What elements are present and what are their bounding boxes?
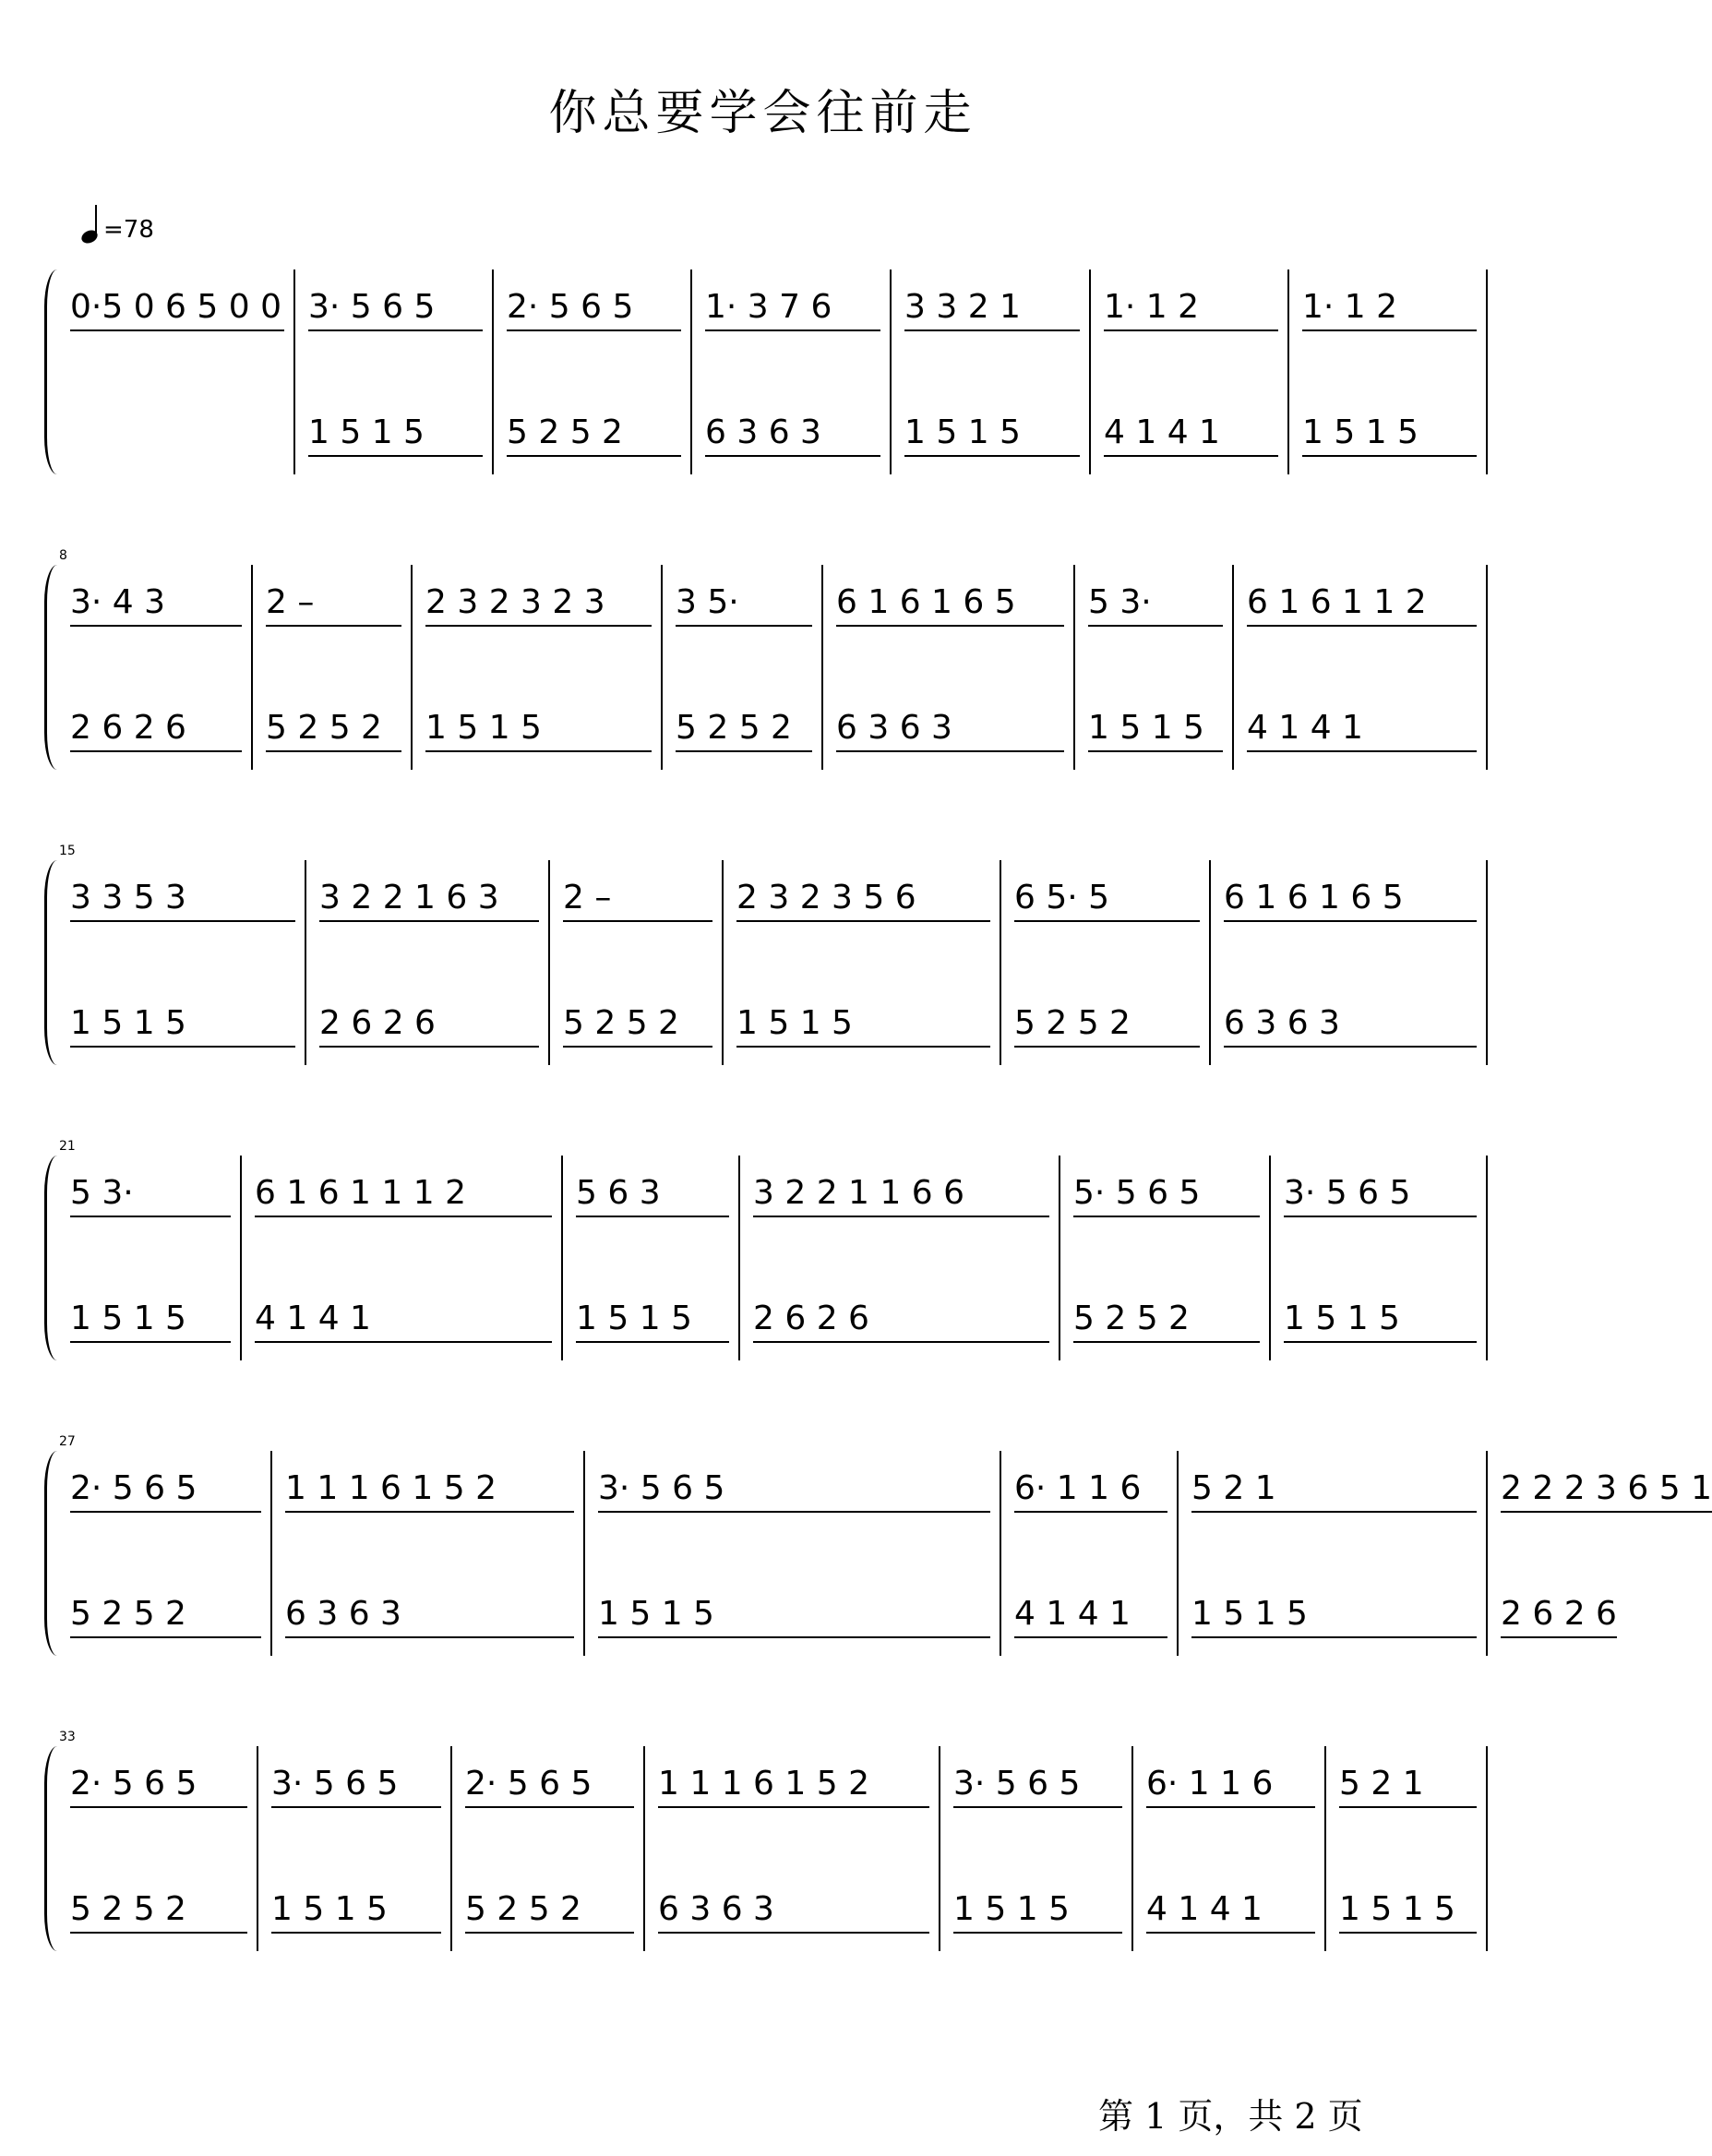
bass-notes: 6 3 6 3 <box>285 1595 574 1638</box>
bar-line <box>1089 270 1091 474</box>
system-brace <box>44 1451 58 1656</box>
bass-notes: 1 5 1 5 <box>70 1004 295 1048</box>
measure-number: 27 <box>59 1434 76 1449</box>
treble-notes: 3 5· <box>676 583 812 627</box>
note-stem <box>95 205 97 236</box>
treble-notes: 2 2 2 3 6 5 1 <box>1501 1469 1712 1513</box>
bass-notes: 5 2 5 2 <box>465 1890 634 1934</box>
treble-notes: 3· 4 3 <box>70 583 242 627</box>
treble-notes: 1 1 1 6 1 5 2 <box>658 1765 929 1808</box>
treble-notes: 5 2 1 <box>1339 1765 1477 1808</box>
bar-line <box>1287 270 1289 474</box>
bar-line <box>492 270 494 474</box>
treble-notes: 3· 5 6 5 <box>271 1765 441 1808</box>
bass-notes: 1 5 1 5 <box>1339 1890 1477 1934</box>
bar-line <box>1000 1451 1001 1656</box>
bar-line <box>1131 1746 1133 1951</box>
bar-line <box>661 565 663 770</box>
treble-notes: 2 3 2 3 2 3 <box>425 583 652 627</box>
bar-line <box>890 270 892 474</box>
bass-notes: 1 5 1 5 <box>953 1890 1122 1934</box>
measure-number: 15 <box>59 844 76 858</box>
bass-notes: 4 1 4 1 <box>1146 1890 1315 1934</box>
bass-notes: 1 5 1 5 <box>1191 1595 1477 1638</box>
bar-line <box>1177 1451 1179 1656</box>
bar-line <box>293 270 295 474</box>
treble-notes: 2 3 2 3 5 6 <box>736 879 990 922</box>
treble-notes: 6 1 6 1 1 1 2 <box>255 1174 552 1217</box>
bar-line <box>270 1451 272 1656</box>
treble-notes: 2· 5 6 5 <box>70 1469 261 1513</box>
page-footer: 第 1 页，共 2 页 <box>1098 2096 1363 2137</box>
bass-notes: 1 5 1 5 <box>1284 1300 1477 1343</box>
bass-notes: 4 1 4 1 <box>1014 1595 1167 1638</box>
treble-notes: 3· 5 6 5 <box>953 1765 1122 1808</box>
treble-notes: 6 1 6 1 1 2 <box>1247 583 1477 627</box>
bass-notes: 6 3 6 3 <box>705 413 880 457</box>
treble-notes: 5 3· <box>1088 583 1223 627</box>
bass-notes: 5 2 5 2 <box>507 413 681 457</box>
treble-notes: 1· 1 2 <box>1104 288 1278 331</box>
treble-notes: 3 3 2 1 <box>904 288 1080 331</box>
treble-notes: 3· 5 6 5 <box>598 1469 990 1513</box>
bar-line <box>450 1746 452 1951</box>
treble-notes: 2· 5 6 5 <box>465 1765 634 1808</box>
measure-number: 33 <box>59 1730 76 1744</box>
bar-line <box>1486 565 1488 770</box>
bar-line <box>1486 270 1488 474</box>
treble-notes: 5 3· <box>70 1174 231 1217</box>
bar-line <box>583 1451 585 1656</box>
bar-line <box>251 565 253 770</box>
bar-line <box>939 1746 940 1951</box>
treble-notes: 6 5· 5 <box>1014 879 1200 922</box>
bass-notes: 5 2 5 2 <box>1014 1004 1200 1048</box>
bar-line <box>643 1746 645 1951</box>
bar-line <box>722 860 724 1065</box>
bass-notes: 6 3 6 3 <box>1224 1004 1477 1048</box>
measure-number: 21 <box>59 1139 76 1154</box>
bar-line <box>1486 1746 1488 1951</box>
bass-notes: 5 2 5 2 <box>266 709 401 752</box>
treble-notes: 3· 5 6 5 <box>1284 1174 1477 1217</box>
bass-notes: 1 5 1 5 <box>576 1300 729 1343</box>
bar-line <box>561 1156 563 1360</box>
treble-notes: 6· 1 1 6 <box>1146 1765 1315 1808</box>
bar-line <box>240 1156 242 1360</box>
bass-notes: 5 2 5 2 <box>70 1890 247 1934</box>
system-brace <box>44 1746 58 1951</box>
treble-notes: 6 1 6 1 6 5 <box>1224 879 1477 922</box>
bar-line <box>1486 1451 1488 1656</box>
treble-notes: 2 – <box>266 583 401 627</box>
bar-line <box>1486 1156 1488 1360</box>
bass-notes: 4 1 4 1 <box>1104 413 1278 457</box>
bass-notes: 6 3 6 3 <box>658 1890 929 1934</box>
bass-notes: 4 1 4 1 <box>1247 709 1477 752</box>
system-brace <box>44 860 58 1065</box>
tempo-value: =78 <box>103 216 154 244</box>
treble-notes: 6· 1 1 6 <box>1014 1469 1167 1513</box>
bar-line <box>548 860 550 1065</box>
treble-notes: 2 – <box>563 879 712 922</box>
bass-notes: 1 5 1 5 <box>598 1595 990 1638</box>
bass-notes: 5 2 5 2 <box>563 1004 712 1048</box>
system-brace <box>44 270 58 474</box>
bass-notes: 5 2 5 2 <box>1073 1300 1260 1343</box>
treble-notes: 2· 5 6 5 <box>70 1765 247 1808</box>
system-brace <box>44 1156 58 1360</box>
bar-line <box>738 1156 740 1360</box>
treble-notes: 2· 5 6 5 <box>507 288 681 331</box>
bass-notes: 1 5 1 5 <box>70 1300 231 1343</box>
treble-notes: 5 6 3 <box>576 1174 729 1217</box>
bar-line <box>411 565 413 770</box>
bar-line <box>1209 860 1211 1065</box>
bass-notes: 6 3 6 3 <box>836 709 1064 752</box>
bar-line <box>305 860 306 1065</box>
treble-notes: 1· 1 2 <box>1302 288 1477 331</box>
bar-line <box>1324 1746 1326 1951</box>
treble-notes: 1· 3 7 6 <box>705 288 880 331</box>
bass-notes: 5 2 5 2 <box>676 709 812 752</box>
bass-notes: 2 6 2 6 <box>70 709 242 752</box>
system-brace <box>44 565 58 770</box>
bar-line <box>1000 860 1001 1065</box>
treble-notes: 5· 5 6 5 <box>1073 1174 1260 1217</box>
treble-notes: 3 3 5 3 <box>70 879 295 922</box>
treble-notes: 5 2 1 <box>1191 1469 1477 1513</box>
bass-notes: 2 6 2 6 <box>753 1300 1049 1343</box>
bass-notes: 5 2 5 2 <box>70 1595 261 1638</box>
page-title: 你总要学会往前走 <box>548 86 977 141</box>
bass-notes: 1 5 1 5 <box>1088 709 1223 752</box>
bar-line <box>690 270 692 474</box>
bar-line <box>1232 565 1234 770</box>
bar-line <box>1059 1156 1060 1360</box>
bass-notes: 1 5 1 5 <box>736 1004 990 1048</box>
bass-notes: 1 5 1 5 <box>904 413 1080 457</box>
bar-line <box>1486 860 1488 1065</box>
treble-notes: 3 2 2 1 6 3 <box>319 879 539 922</box>
bar-line <box>821 565 823 770</box>
bass-notes: 2 6 2 6 <box>319 1004 539 1048</box>
bass-notes: 2 6 2 6 <box>1501 1595 1617 1638</box>
measure-number: 8 <box>59 548 67 563</box>
treble-notes: 0·5 0 6 5 0 0 <box>70 288 284 331</box>
bass-notes: 1 5 1 5 <box>425 709 652 752</box>
treble-notes: 3 2 2 1 1 6 6 <box>753 1174 1049 1217</box>
bar-line <box>1073 565 1075 770</box>
bass-notes: 1 5 1 5 <box>271 1890 441 1934</box>
bass-notes: 1 5 1 5 <box>308 413 483 457</box>
treble-notes: 3· 5 6 5 <box>308 288 483 331</box>
bass-notes: 1 5 1 5 <box>1302 413 1477 457</box>
treble-notes: 1 1 1 6 1 5 2 <box>285 1469 574 1513</box>
bar-line <box>257 1746 258 1951</box>
treble-notes: 6 1 6 1 6 5 <box>836 583 1064 627</box>
bass-notes: 4 1 4 1 <box>255 1300 552 1343</box>
bar-line <box>1269 1156 1271 1360</box>
